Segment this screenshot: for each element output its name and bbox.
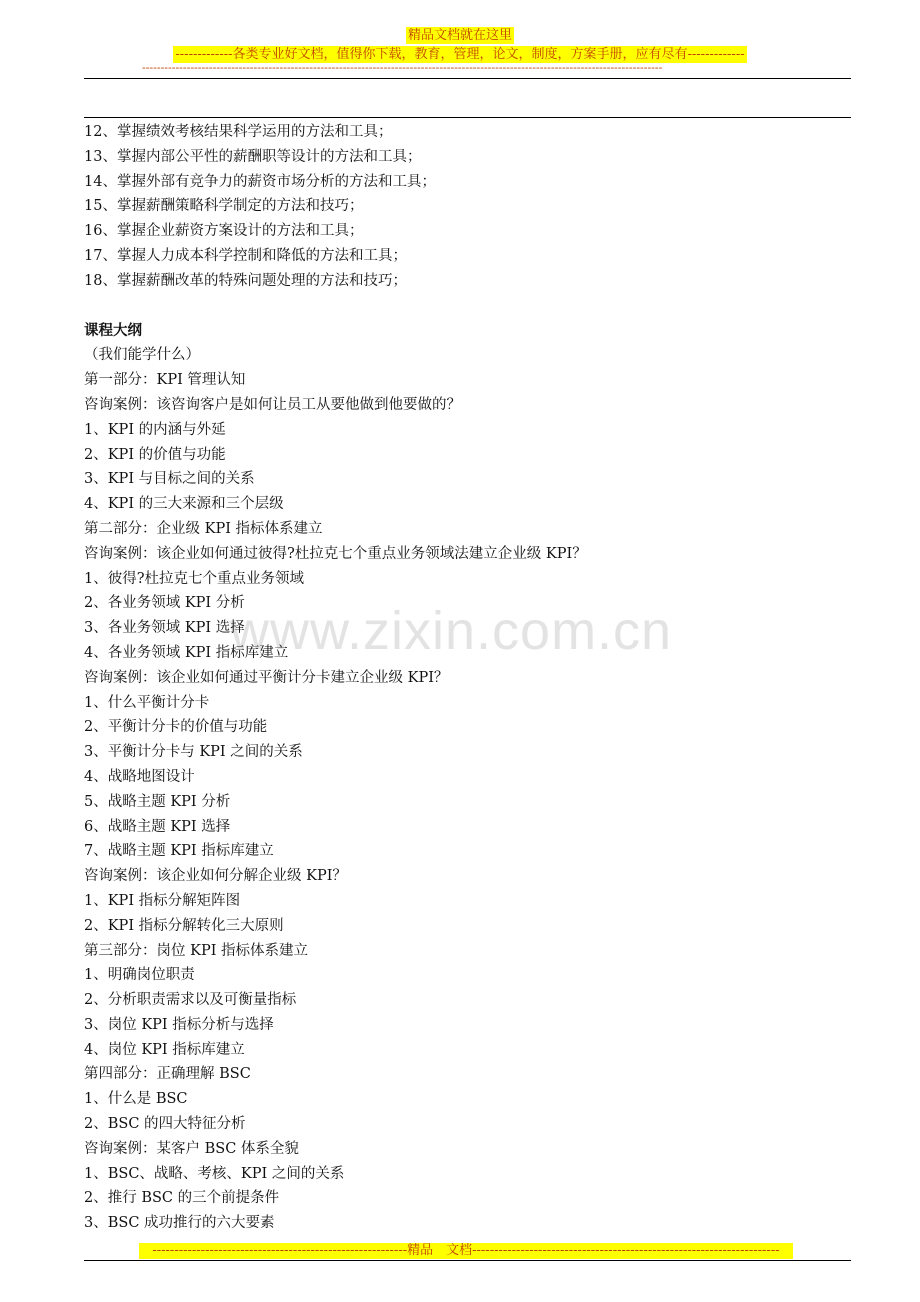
outline-item: 3、岗位 KPI 指标分析与选择 bbox=[84, 1016, 274, 1033]
outline-item: 咨询案例：该企业如何通过彼得?杜拉克七个重点业务领域法建立企业级 KPI？ bbox=[84, 545, 587, 562]
outline-item: 2、平衡计分卡的价值与功能 bbox=[84, 719, 268, 736]
goal-item: 12、掌握绩效考核结果科学运用的方法和工具； bbox=[84, 124, 393, 140]
outline-item: 6、战略主题 KPI 选择 bbox=[84, 818, 231, 835]
outline-item: 2、KPI 的价值与功能 bbox=[84, 446, 226, 463]
outline-item: 1、什么是 BSC bbox=[84, 1091, 188, 1108]
outline-list bbox=[84, 343, 851, 1236]
outline-item: 咨询案例：该企业如何分解企业级 KPI？ bbox=[84, 868, 347, 885]
outline-item: 2、BSC 的四大特征分析 bbox=[84, 1116, 246, 1133]
header-dash-line: -------------------------------------------------------------------------------------------------------------------------------------------- bbox=[142, 61, 663, 74]
outline-item: 第三部分：岗位 KPI 指标体系建立 bbox=[84, 942, 309, 959]
footer-text: ----------------------------------------------------------精品 文档---------------------------------------------------------------------- bbox=[139, 1243, 793, 1259]
outline-item: 2、各业务领域 KPI 分析 bbox=[84, 595, 245, 612]
outline-item: 1、什么平衡计分卡 bbox=[84, 694, 210, 711]
outline-item: 5、战略主题 KPI 分析 bbox=[84, 793, 231, 810]
header-rule bbox=[84, 78, 851, 79]
outline-item: 1、彼得?杜拉克七个重点业务领域 bbox=[84, 570, 304, 587]
outline-item: 1、KPI 的内涵与外延 bbox=[84, 421, 226, 438]
outline-item: 第四部分：正确理解 BSC bbox=[84, 1066, 251, 1083]
outline-item: 3、BSC 成功推行的六大要素 bbox=[84, 1215, 275, 1232]
document-body bbox=[84, 120, 851, 1236]
outline-item: 7、战略主题 KPI 指标库建立 bbox=[84, 843, 274, 860]
outline-heading: 课程大纲 bbox=[84, 322, 142, 339]
goal-item: 15、掌握薪酬策略科学制定的方法和技巧； bbox=[84, 198, 364, 215]
goal-item: 13、掌握内部公平性的薪酬职等设计的方法和工具； bbox=[84, 148, 422, 165]
outline-item: （我们能学什么） bbox=[84, 347, 200, 364]
header-tagline: -------------各类专业好文档，值得你下载，教育，管理，论文，制度，方案手册，应有尽有------------- bbox=[175, 47, 745, 62]
outline-item: 3、平衡计分卡与 KPI 之间的关系 bbox=[84, 744, 303, 761]
goal-item: 18、掌握薪酬改革的特殊问题处理的方法和技巧； bbox=[84, 272, 407, 289]
goal-list bbox=[84, 120, 851, 294]
outline-item: 4、各业务领域 KPI 指标库建立 bbox=[84, 644, 289, 661]
outline-item: 咨询案例：该咨询客户是如何让员工从要他做到他要做的？ bbox=[84, 396, 461, 413]
outline-item: 4、战略地图设计 bbox=[84, 768, 195, 785]
outline-item: 2、推行 BSC 的三个前提条件 bbox=[84, 1190, 280, 1207]
outline-item: 1、明确岗位职责 bbox=[84, 967, 195, 984]
outline-item: 第二部分：企业级 KPI 指标体系建立 bbox=[84, 520, 323, 537]
content-top-rule bbox=[84, 117, 851, 118]
outline-item: 咨询案例：某客户 BSC 体系全貌 bbox=[84, 1140, 299, 1157]
outline-item: 1、KPI 指标分解矩阵图 bbox=[84, 892, 241, 909]
outline-item: 3、KPI 与目标之间的关系 bbox=[84, 471, 255, 488]
outline-item: 2、分析职责需求以及可衡量指标 bbox=[84, 992, 297, 1009]
goal-item: 14、掌握外部有竞争力的薪资市场分析的方法和工具； bbox=[84, 173, 436, 190]
outline-item: 第一部分：KPI 管理认知 bbox=[84, 372, 246, 389]
footer-rule bbox=[84, 1260, 851, 1261]
goal-item: 16、掌握企业薪资方案设计的方法和工具； bbox=[84, 223, 364, 240]
outline-item: 4、KPI 的三大来源和三个层级 bbox=[84, 496, 284, 513]
outline-item: 1、BSC、战略、考核、KPI 之间的关系 bbox=[84, 1165, 345, 1182]
spacer bbox=[84, 294, 851, 319]
goal-item: 17、掌握人力成本科学控制和降低的方法和工具； bbox=[84, 247, 407, 264]
watermark: www.zixin.com.cn bbox=[230, 601, 673, 661]
outline-item: 3、各业务领域 KPI 选择 bbox=[84, 620, 245, 637]
header-title: 精品文档就在这里 bbox=[407, 28, 512, 43]
outline-item: 2、KPI 指标分解转化三大原则 bbox=[84, 917, 284, 934]
outline-item: 咨询案例：该企业如何通过平衡计分卡建立企业级 KPI？ bbox=[84, 669, 449, 686]
outline-item: 4、岗位 KPI 指标库建立 bbox=[84, 1041, 245, 1058]
